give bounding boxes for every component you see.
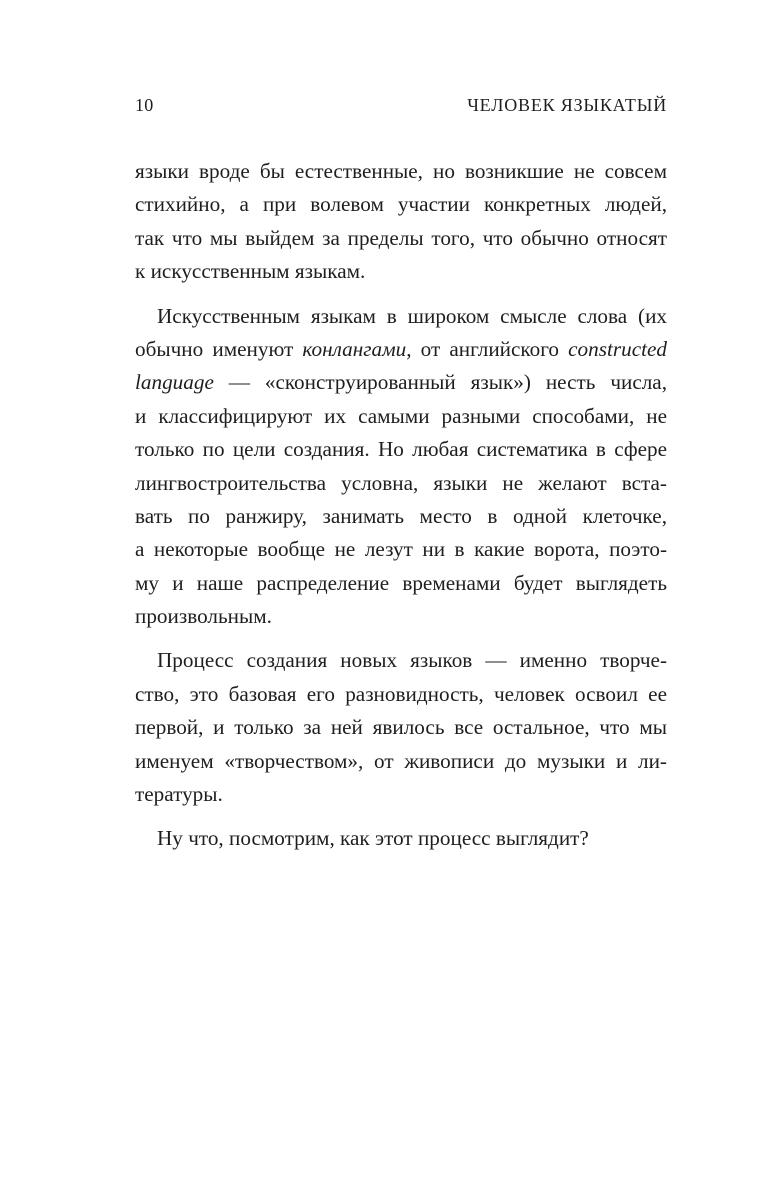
page-number: 10	[135, 95, 154, 115]
italic-term-conlangs: конлангами	[302, 336, 407, 361]
text-line-mixed	[135, 333, 667, 366]
text-line: му и наше распределение временами будет выглядеть	[135, 570, 667, 595]
text-line: к искусственным языкам.	[135, 259, 366, 284]
text-line: лингвостроительства условна, языки не желают вста-	[135, 470, 667, 495]
text-line: именуем «творчеством», от живописи до музыки и ли-	[135, 748, 667, 773]
text-line: Процесс создания новых языков — именно творче-	[157, 648, 667, 673]
paragraph-4	[135, 822, 667, 855]
paragraph-2	[135, 300, 667, 634]
paragraph-3	[135, 644, 667, 811]
text-line: только по цели создания. Но любая систематика в сфере	[135, 437, 667, 462]
italic-term-constructed: constructed	[568, 336, 667, 361]
running-head	[135, 91, 667, 119]
text-line: а некоторые вообще не лезут ни в какие ворота, поэто-	[135, 537, 667, 562]
text-run: — «сконструированный язык») несть числа,	[213, 370, 667, 395]
italic-term-language: language	[135, 370, 214, 395]
text-line: Ну что, посмотрим, как этот процесс выглядит?	[157, 826, 589, 851]
text-line: языки вроде бы естественные, но возникшие не совсем	[135, 159, 667, 183]
chapter-title: ЧЕЛОВЕК ЯЗЫКАТЫЙ	[467, 95, 667, 115]
text-line-mixed	[135, 366, 667, 399]
text-run: обычно именуют	[135, 336, 303, 361]
text-line: первой, и только за ней явилось все остальное, что мы	[135, 715, 667, 740]
text-line: тературы.	[135, 782, 223, 807]
text-line: так что мы выйдем за пределы того, что обычно относят	[135, 225, 667, 250]
text-line: стихийно, а при волевом участии конкретных людей,	[135, 192, 667, 217]
text-line: произвольным.	[135, 604, 272, 629]
body-text	[135, 155, 667, 856]
text-line: вать по ранжиру, занимать место в одной клеточке,	[135, 503, 667, 528]
text-line: Искусственным языкам в широком смысле слова (их	[157, 303, 667, 328]
text-line: и классифицируют их самыми разными способами, не	[135, 403, 667, 428]
paragraph-1	[135, 155, 667, 289]
text-line: ство, это базовая его разновидность, человек освоил ее	[135, 681, 667, 706]
text-run: , от английского	[406, 336, 569, 361]
